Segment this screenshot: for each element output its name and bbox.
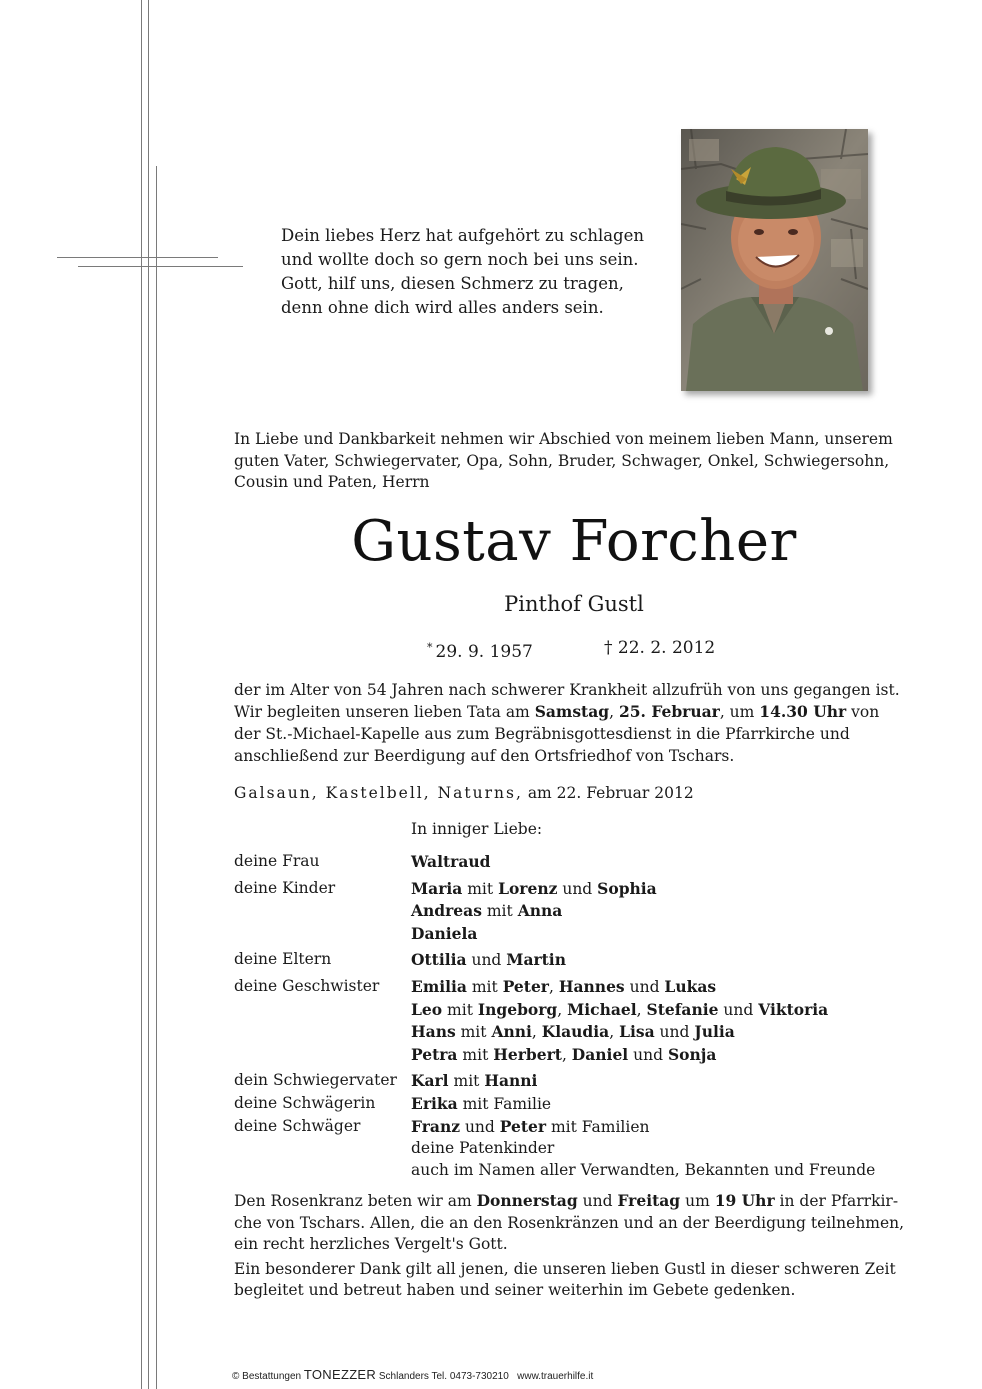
poem-line: und wollte doch so gern noch bei uns sein. <box>281 250 639 269</box>
places: Galsaun, Kastelbell, Naturns, <box>234 784 523 802</box>
mourner-row: deine Kinder Maria mit Lorenz und Sophia Andreas mit Anna Daniela <box>234 878 657 943</box>
mourner-row: deine Eltern Ottilia und Martin <box>234 950 566 970</box>
footer-credit: © Bestattungen TONEZZER Schlanders Tel. 0473-730210 www.trauerhilfe.it <box>232 1367 594 1382</box>
closing-paragraph <box>234 1190 914 1302</box>
mourners-list <box>234 851 924 1181</box>
funeral-day: Samstag <box>534 702 610 721</box>
poem <box>281 224 644 320</box>
frame-line-left <box>141 0 142 1389</box>
birth-date <box>427 636 533 664</box>
mourner-row: deine Schwägerin Erika mit Familie <box>234 1093 552 1113</box>
closing-line: che von Tschars. Allen, die an den Rosenkränzen und an der Beerdigung teilnehmen, <box>234 1213 905 1232</box>
details-line: anschließend zur Beerdigung auf den Ortsfriedhof von Tschars. <box>234 747 735 765</box>
details-line: Wir begleiten unseren lieben Tata am Samstag, 25. Februar, um 14.30 Uhr von <box>234 702 880 721</box>
birth-symbol: * <box>427 641 433 654</box>
intro-line: Cousin und Paten, Herrn <box>234 473 430 491</box>
closing-line: Den Rosenkranz beten wir am Donnerstag und Freitag um 19 Uhr in der Pfarrkir- <box>234 1191 899 1210</box>
closing-line: ein recht herzliches Vergelt's Gott. <box>234 1235 508 1254</box>
cross-vertical-line <box>156 166 157 1389</box>
in-love-heading: In inniger Liebe: <box>411 820 543 838</box>
closing-line: begleitet und betreut haben und seiner weiterhin im Gebete gedenken. <box>234 1281 796 1300</box>
funeral-date: 25. Februar <box>618 702 720 721</box>
cross-horizontal-line-upper <box>57 257 218 258</box>
poem-line: Dein liebes Herz hat aufgehört zu schlagen <box>281 226 645 245</box>
funeral-time: 14.30 Uhr <box>759 702 847 721</box>
intro-line: guten Vater, Schwiegervater, Opa, Sohn, Bruder, Schwager, Onkel, Schwiegersohn, <box>234 451 890 470</box>
birth-date-value: 29. 9. 1957 <box>435 642 533 662</box>
portrait-photo <box>681 129 868 391</box>
death-date: † 22. 2. 2012 <box>604 638 716 658</box>
intro-line: In Liebe und Dankbarkeit nehmen wir Abschied von meinem lieben Mann, unserem <box>234 430 893 448</box>
funeral-details <box>234 679 914 767</box>
poem-line: Gott, hilf uns, diesen Schmerz zu tragen, <box>281 274 624 293</box>
details-line: der St.-Michael-Kapelle aus zum Begräbnisgottesdienst in die Pfarrkirche und <box>234 725 850 743</box>
closing-line: Ein besonderer Dank gilt all jenen, die unseren lieben Gustl in dieser schweren Zeit <box>234 1259 896 1278</box>
mourner-row: deine Geschwister Emilia mit Peter, Hannes und Lukas Leo mit Ingeborg, Michael, Stefanie und Viktoria Hans mit Anni, Klaudia, Lisa und Julia Petra mit Herbert, Daniel und Sonja <box>234 976 829 1064</box>
intro-paragraph <box>234 429 914 494</box>
frame-line-right <box>148 0 149 1389</box>
deceased-nickname: Pinthof Gustl <box>504 592 644 616</box>
notice-date: am 22. Februar 2012 <box>522 784 694 802</box>
cross-horizontal-line-lower <box>78 266 243 267</box>
place-and-date <box>234 782 694 804</box>
funeral-home-brand: TONEZZER <box>303 1367 377 1382</box>
details-line: der im Alter von 54 Jahren nach schwerer Krankheit allzufrüh von uns gegangen ist. <box>234 681 900 699</box>
deceased-name: Gustav Forcher <box>351 509 797 574</box>
mourner-row: dein Schwiegervater Karl mit Hanni <box>234 1071 538 1091</box>
mourner-row: deine Frau Waltraud <box>234 852 491 871</box>
mourner-row: deine Schwäger Franz und Peter mit Familien deine Patenkinder auch im Namen aller Verwandten, Bekannten und Freunde <box>234 1116 876 1179</box>
poem-line: denn ohne dich wird alles anders sein. <box>281 298 604 317</box>
